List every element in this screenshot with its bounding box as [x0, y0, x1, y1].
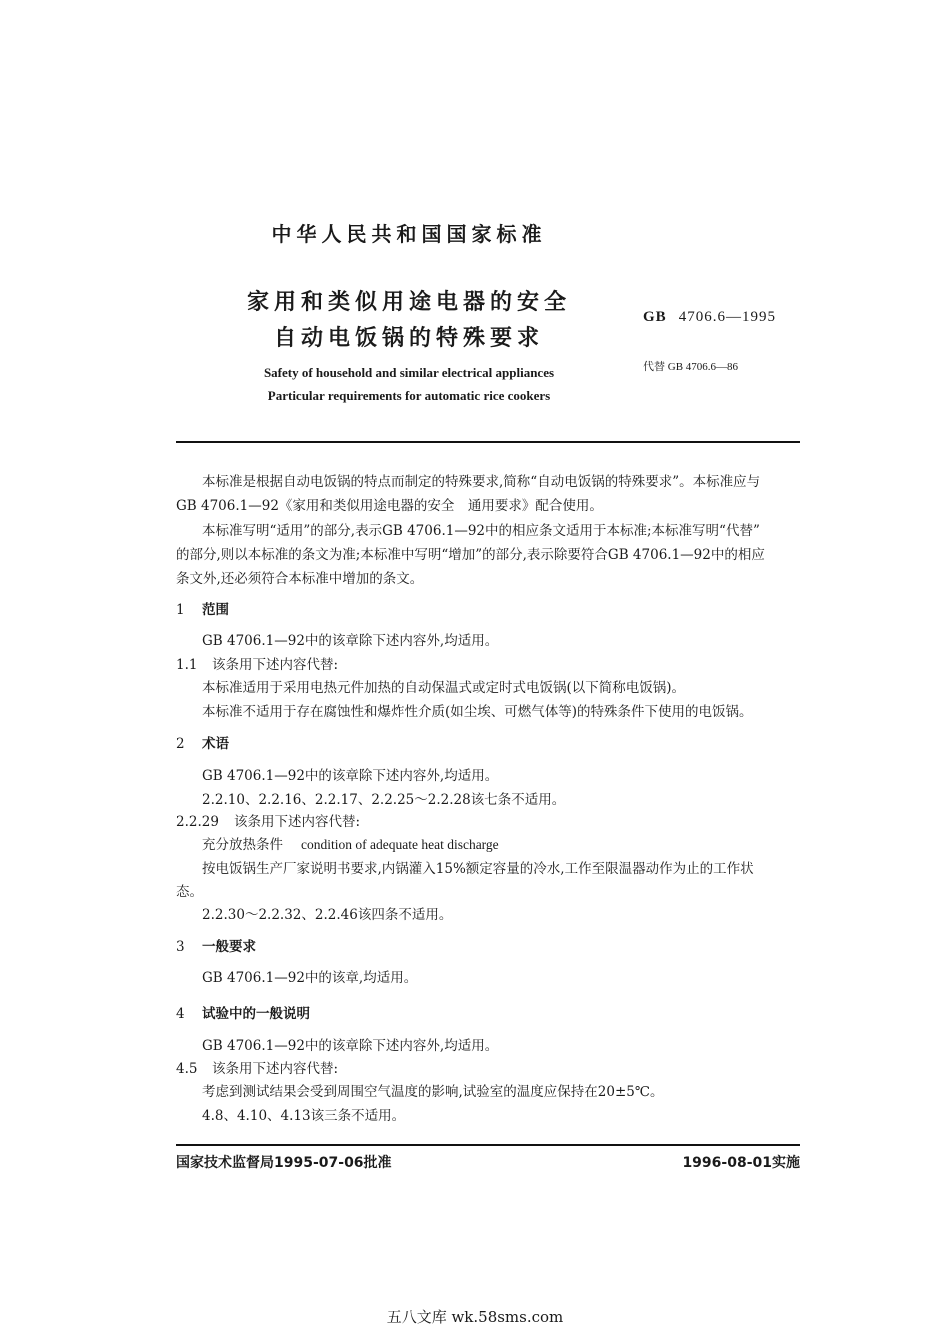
site-watermark: 五八文库 wk.58sms.com [386, 1308, 564, 1326]
clause-1-1 [176, 653, 338, 673]
standard-label: 中华人民共和国国家标准 [271, 222, 547, 246]
section-2-heading [176, 732, 229, 752]
section-number: 1 [176, 602, 185, 618]
standard-code: 4706.6—1995 [678, 309, 776, 325]
clause-number: 1.1 [176, 657, 198, 673]
title-en-line2: Particular requirements for automatic rice cookers [267, 388, 551, 403]
clause-4-5-line1: 考虑到测试结果会受到周围空气温度的影响,试验室的温度应保持在20±5℃。 [202, 1084, 664, 1100]
intro-p1-line1: 本标准是根据自动电饭锅的特点而制定的特殊要求,简称“自动电饭锅的特殊要求”。本标准应与 [202, 474, 761, 490]
clause-1-1-line1: 本标准适用于采用电热元件加热的自动保温式或定时式电饭锅(以下简称电饭锅)。 [202, 680, 686, 696]
intro-p1-line2: GB 4706.1—92《家用和类似用途电器的安全 通用要求》配合使用。 [176, 498, 603, 514]
term-en: condition of adequate heat discharge [301, 837, 499, 852]
footer-divider [176, 1144, 800, 1146]
section-3-heading [176, 935, 256, 955]
definition-line2: 态。 [176, 884, 203, 900]
clause-1-1-line2: 本标准不适用于存在腐蚀性和爆炸性介质(如尘埃、可燃气体等)的特殊条件下使用的电饭锅。 [202, 704, 753, 720]
section-2-body: GB 4706.1—92中的该章除下述内容外,均适用。 [202, 768, 499, 784]
section-1-body: GB 4706.1—92中的该章除下述内容外,均适用。 [202, 633, 499, 649]
section-2-not-applicable: 2.2.10、2.2.16、2.2.17、2.2.25～2.2.28该七条不适用。 [202, 792, 566, 808]
intro-p2-line3: 条文外,还必须符合本标准中增加的条文。 [176, 571, 424, 587]
clause-number: 4.5 [176, 1061, 198, 1077]
title-en-line1: Safety of household and similar electrical appliances [263, 365, 555, 380]
section-1-heading [176, 598, 229, 618]
term-line [202, 833, 499, 853]
term-cn: 充分放热条件 [202, 837, 283, 853]
clause-text: 该条用下述内容代替: [212, 1061, 339, 1077]
standard-number [643, 309, 776, 326]
replaces-note: 代替 GB 4706.6—86 [643, 361, 739, 373]
section-number: 4 [176, 1006, 185, 1022]
definition-line1: 按电饭锅生产厂家说明书要求,内锅灌入15%额定容量的冷水,工作至限温器动作为止的工作状 [202, 861, 754, 877]
approval-date: 国家技术监督局1995-07-06批准 [176, 1155, 392, 1171]
title-cn-line2: 自动电饭锅的特殊要求 [273, 326, 544, 351]
clause-text: 该条用下述内容代替: [212, 657, 339, 673]
title-cn-line1: 家用和类似用途电器的安全 [246, 290, 571, 315]
clause-4-5 [176, 1057, 338, 1077]
section-title: 试验中的一般说明 [202, 1006, 310, 1022]
section-title: 一般要求 [202, 939, 256, 955]
section-title: 范围 [202, 602, 229, 618]
intro-p2-line1: 本标准写明“适用”的部分,表示GB 4706.1—92中的相应条文适用于本标准;本标准写明“代替” [202, 523, 760, 539]
section-4-body: GB 4706.1—92中的该章除下述内容外,均适用。 [202, 1038, 499, 1054]
standard-prefix: GB [643, 309, 667, 325]
clause-number: 2.2.29 [176, 814, 219, 830]
section-4-heading [176, 1002, 310, 1022]
section-number: 2 [176, 736, 185, 752]
intro-p2-line2: 的部分,则以本标准的条文为准;本标准中写明“增加”的部分,表示除要符合GB 4706.1—92中的相应 [176, 547, 765, 563]
clause-text: 该条用下述内容代替: [234, 814, 361, 830]
header-divider [176, 441, 800, 443]
clause-2-2-29 [176, 810, 360, 830]
effective-date: 1996-08-01实施 [682, 1155, 800, 1171]
section-title: 术语 [202, 736, 229, 752]
clause-4-5-line2: 4.8、4.10、4.13该三条不适用。 [202, 1108, 406, 1124]
section-number: 3 [176, 939, 185, 955]
section-2-not-applicable-2: 2.2.30～2.2.32、2.2.46该四条不适用。 [202, 907, 453, 923]
section-3-body: GB 4706.1—92中的该章,均适用。 [202, 970, 418, 986]
